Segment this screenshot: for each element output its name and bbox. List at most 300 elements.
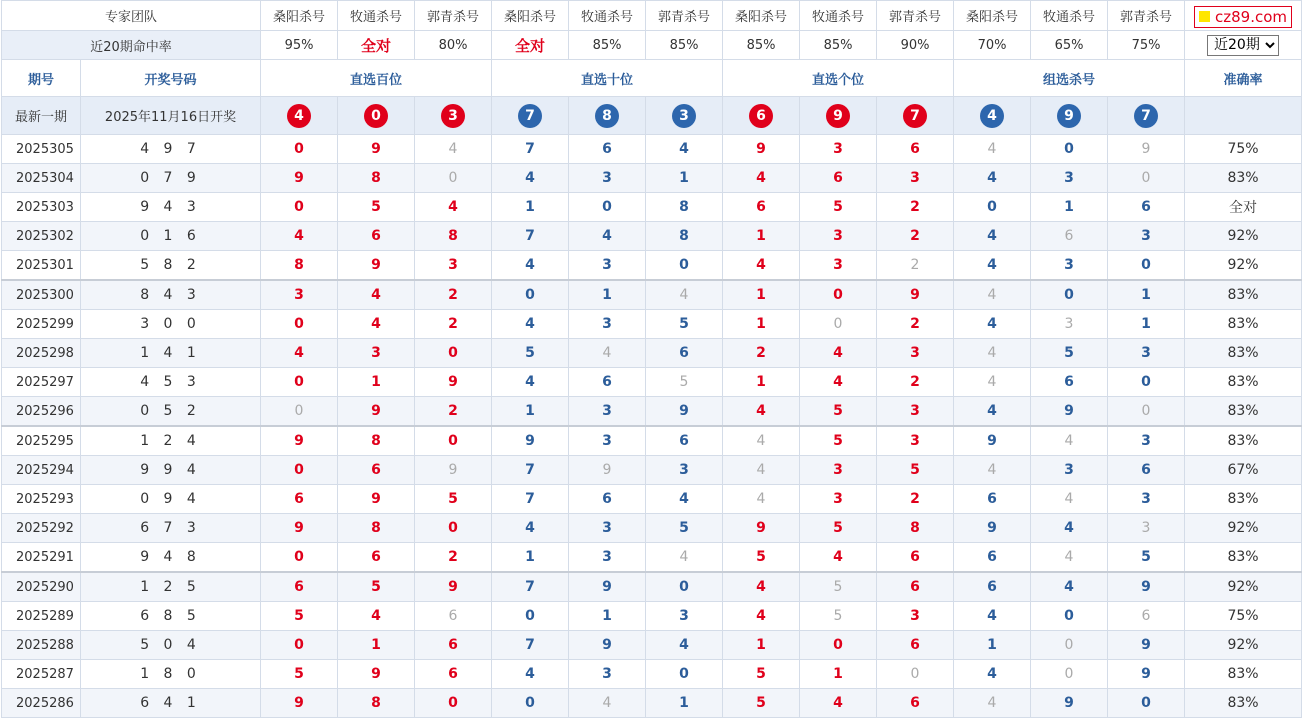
table-row — [2, 426, 1302, 456]
table-row — [2, 193, 1302, 222]
col-group: 组选杀号 — [954, 60, 1185, 97]
kill-value: 4 — [954, 280, 1031, 310]
kill-value: 0 — [1108, 251, 1185, 281]
kill-value: 4 — [954, 660, 1031, 689]
accuracy-value: 83% — [1185, 485, 1302, 514]
kill-value: 4 — [261, 339, 338, 368]
table-row — [2, 514, 1302, 543]
draw-ball: 4 — [980, 104, 1004, 128]
kill-value: 0 — [415, 514, 492, 543]
kill-value: 0 — [492, 280, 569, 310]
kill-value: 0 — [415, 164, 492, 193]
accuracy-value: 92% — [1185, 251, 1302, 281]
latest-ball-cell — [723, 97, 800, 135]
kill-value: 3 — [800, 251, 877, 281]
issue-number: 2025290 — [2, 572, 81, 602]
kill-value: 3 — [569, 310, 646, 339]
issue-number: 2025289 — [2, 602, 81, 631]
draw-ball: 8 — [595, 104, 619, 128]
kill-value: 3 — [261, 280, 338, 310]
kill-value: 3 — [800, 456, 877, 485]
draw-ball: 6 — [749, 104, 773, 128]
kill-value: 4 — [1031, 514, 1108, 543]
kill-value: 4 — [723, 485, 800, 514]
kill-value: 3 — [877, 164, 954, 193]
accuracy-value: 83% — [1185, 164, 1302, 193]
kill-value: 9 — [261, 514, 338, 543]
expert-name: 桑阳杀号 — [492, 1, 569, 31]
col-accuracy: 准确率 — [1185, 60, 1302, 97]
hit-rate-cell: 95% — [261, 31, 338, 60]
latest-ball-cell — [1108, 97, 1185, 135]
kill-value: 6 — [261, 572, 338, 602]
latest-ball-cell — [646, 97, 723, 135]
kill-value: 4 — [723, 572, 800, 602]
kill-value: 7 — [492, 572, 569, 602]
kill-value: 3 — [569, 426, 646, 456]
kill-value: 9 — [569, 631, 646, 660]
kill-value: 6 — [338, 543, 415, 573]
accuracy-value: 全对 — [1185, 193, 1302, 222]
accuracy-value: 75% — [1185, 135, 1302, 164]
kill-value: 5 — [261, 602, 338, 631]
kill-value: 3 — [1031, 310, 1108, 339]
kill-value: 6 — [569, 368, 646, 397]
kill-value: 3 — [646, 602, 723, 631]
col-hundreds: 直选百位 — [261, 60, 492, 97]
kill-value: 9 — [1108, 572, 1185, 602]
draw-number: 6 7 3 — [81, 514, 261, 543]
expert-name: 牧通杀号 — [338, 1, 415, 31]
kill-value: 4 — [1031, 572, 1108, 602]
kill-value: 3 — [1031, 251, 1108, 281]
kill-value: 2 — [415, 543, 492, 573]
kill-value: 1 — [492, 193, 569, 222]
draw-ball: 4 — [287, 104, 311, 128]
kill-value: 1 — [646, 689, 723, 718]
expert-name: 牧通杀号 — [1031, 1, 1108, 31]
col-issue: 期号 — [2, 60, 81, 97]
kill-value: 0 — [800, 280, 877, 310]
kill-value: 0 — [261, 135, 338, 164]
kill-value: 6 — [646, 339, 723, 368]
site-logo[interactable] — [1194, 6, 1292, 28]
kill-value: 0 — [954, 193, 1031, 222]
expert-name: 牧通杀号 — [569, 1, 646, 31]
table-row — [2, 543, 1302, 573]
accuracy-value: 83% — [1185, 339, 1302, 368]
kill-value: 6 — [569, 485, 646, 514]
kill-value: 5 — [1108, 543, 1185, 573]
accuracy-value: 75% — [1185, 602, 1302, 631]
kill-value: 0 — [261, 543, 338, 573]
hit-rate-label: 近20期命中率 — [2, 31, 261, 60]
kill-value: 0 — [1108, 397, 1185, 427]
kill-value: 7 — [492, 222, 569, 251]
issue-number: 2025287 — [2, 660, 81, 689]
issue-number: 2025303 — [2, 193, 81, 222]
kill-value: 6 — [646, 426, 723, 456]
hit-rate-row — [2, 31, 1302, 60]
kill-value: 5 — [723, 660, 800, 689]
kill-value: 9 — [569, 456, 646, 485]
draw-ball: 3 — [441, 104, 465, 128]
latest-ball-cell — [492, 97, 569, 135]
kill-value: 2 — [877, 222, 954, 251]
kill-value: 0 — [492, 689, 569, 718]
kill-value: 4 — [261, 222, 338, 251]
kill-value: 4 — [1031, 426, 1108, 456]
kill-value: 0 — [1031, 660, 1108, 689]
kill-value: 5 — [800, 426, 877, 456]
kill-value: 1 — [1108, 280, 1185, 310]
kill-value: 6 — [723, 193, 800, 222]
kill-number-table — [1, 0, 1302, 718]
kill-value: 0 — [1108, 368, 1185, 397]
kill-value: 2 — [415, 397, 492, 427]
draw-number: 1 8 0 — [81, 660, 261, 689]
kill-value: 0 — [646, 660, 723, 689]
kill-value: 0 — [415, 426, 492, 456]
kill-value: 6 — [877, 689, 954, 718]
hit-rate-cell: 85% — [800, 31, 877, 60]
latest-ball-cell — [1031, 97, 1108, 135]
kill-value: 8 — [338, 514, 415, 543]
kill-value: 9 — [1108, 660, 1185, 689]
expert-row — [2, 1, 1302, 31]
kill-value: 4 — [492, 164, 569, 193]
kill-value: 3 — [1031, 164, 1108, 193]
kill-value: 1 — [492, 397, 569, 427]
expert-name: 郭青杀号 — [877, 1, 954, 31]
issue-number: 2025302 — [2, 222, 81, 251]
draw-number: 6 4 1 — [81, 689, 261, 718]
kill-value: 3 — [338, 339, 415, 368]
kill-value: 3 — [569, 543, 646, 573]
hit-rate-cell: 90% — [877, 31, 954, 60]
kill-value: 7 — [492, 485, 569, 514]
draw-number: 8 4 3 — [81, 280, 261, 310]
accuracy-value: 83% — [1185, 543, 1302, 573]
kill-value: 9 — [415, 368, 492, 397]
hit-rate-cell: 85% — [646, 31, 723, 60]
kill-value: 9 — [338, 485, 415, 514]
kill-value: 0 — [261, 310, 338, 339]
kill-value: 3 — [1108, 485, 1185, 514]
kill-value: 6 — [338, 456, 415, 485]
issue-number: 2025292 — [2, 514, 81, 543]
kill-value: 1 — [800, 660, 877, 689]
kill-value: 0 — [646, 572, 723, 602]
hit-rate-cell: 全对 — [338, 31, 415, 60]
draw-number: 0 7 9 — [81, 164, 261, 193]
logo-square-icon — [1199, 11, 1210, 22]
table-row — [2, 660, 1302, 689]
table-row — [2, 368, 1302, 397]
kill-value: 3 — [1108, 222, 1185, 251]
draw-number: 6 8 5 — [81, 602, 261, 631]
table-row — [2, 689, 1302, 718]
kill-value: 4 — [954, 689, 1031, 718]
kill-value: 6 — [1031, 222, 1108, 251]
col-draw: 开奖号码 — [81, 60, 261, 97]
kill-value: 4 — [492, 514, 569, 543]
kill-value: 1 — [338, 368, 415, 397]
expert-name: 郭青杀号 — [646, 1, 723, 31]
kill-value: 8 — [646, 193, 723, 222]
draw-ball: 7 — [1134, 104, 1158, 128]
accuracy-value: 83% — [1185, 397, 1302, 427]
kill-value: 5 — [338, 572, 415, 602]
draw-number: 3 0 0 — [81, 310, 261, 339]
col-units: 直选个位 — [723, 60, 954, 97]
draw-ball: 3 — [672, 104, 696, 128]
hit-rate-cell: 全对 — [492, 31, 569, 60]
kill-value: 1 — [723, 222, 800, 251]
kill-value: 4 — [646, 543, 723, 573]
kill-value: 1 — [723, 310, 800, 339]
kill-value: 8 — [261, 251, 338, 281]
kill-value: 6 — [1108, 602, 1185, 631]
kill-value: 5 — [415, 485, 492, 514]
issue-number: 2025301 — [2, 251, 81, 281]
kill-value: 0 — [1031, 280, 1108, 310]
kill-value: 3 — [877, 602, 954, 631]
kill-value: 9 — [415, 572, 492, 602]
kill-value: 1 — [723, 280, 800, 310]
kill-value: 5 — [723, 543, 800, 573]
kill-value: 6 — [877, 631, 954, 660]
kill-value: 4 — [415, 193, 492, 222]
kill-value: 4 — [415, 135, 492, 164]
kill-value: 9 — [261, 426, 338, 456]
kill-value: 0 — [1031, 602, 1108, 631]
kill-value: 8 — [338, 164, 415, 193]
kill-value: 0 — [261, 397, 338, 427]
kill-value: 6 — [954, 543, 1031, 573]
table-row — [2, 456, 1302, 485]
kill-value: 2 — [877, 368, 954, 397]
kill-value: 9 — [954, 514, 1031, 543]
kill-value: 0 — [261, 456, 338, 485]
latest-ball-cell — [954, 97, 1031, 135]
accuracy-value: 83% — [1185, 426, 1302, 456]
issue-number: 2025300 — [2, 280, 81, 310]
kill-value: 0 — [261, 631, 338, 660]
kill-value: 5 — [646, 310, 723, 339]
latest-draw-row — [2, 97, 1302, 135]
kill-value: 3 — [1031, 456, 1108, 485]
kill-value: 4 — [954, 251, 1031, 281]
kill-value: 4 — [646, 631, 723, 660]
kill-value: 6 — [800, 164, 877, 193]
kill-value: 0 — [646, 251, 723, 281]
kill-value: 9 — [261, 689, 338, 718]
kill-value: 9 — [338, 135, 415, 164]
draw-ball: 7 — [903, 104, 927, 128]
kill-value: 5 — [877, 456, 954, 485]
kill-value: 4 — [569, 222, 646, 251]
hit-rate-cell: 85% — [723, 31, 800, 60]
issue-number: 2025286 — [2, 689, 81, 718]
kill-value: 4 — [1031, 543, 1108, 573]
kill-value: 4 — [954, 456, 1031, 485]
latest-ball-cell — [800, 97, 877, 135]
kill-value: 3 — [569, 397, 646, 427]
draw-number: 1 2 5 — [81, 572, 261, 602]
kill-value: 8 — [877, 514, 954, 543]
kill-value: 3 — [415, 251, 492, 281]
kill-value: 9 — [261, 164, 338, 193]
kill-value: 0 — [800, 631, 877, 660]
kill-value: 9 — [415, 456, 492, 485]
kill-value: 9 — [723, 135, 800, 164]
kill-value: 8 — [646, 222, 723, 251]
kill-value: 8 — [415, 222, 492, 251]
kill-value: 4 — [646, 135, 723, 164]
kill-value: 0 — [415, 689, 492, 718]
col-tens: 直选十位 — [492, 60, 723, 97]
kill-value: 2 — [877, 310, 954, 339]
kill-value: 4 — [723, 397, 800, 427]
kill-value: 4 — [723, 456, 800, 485]
kill-value: 0 — [1108, 689, 1185, 718]
draw-number: 1 4 1 — [81, 339, 261, 368]
kill-value: 4 — [646, 485, 723, 514]
kill-value: 8 — [338, 689, 415, 718]
draw-number: 9 4 3 — [81, 193, 261, 222]
kill-value: 4 — [338, 280, 415, 310]
kill-value: 4 — [492, 660, 569, 689]
kill-value: 9 — [492, 426, 569, 456]
kill-value: 6 — [569, 135, 646, 164]
kill-value: 4 — [954, 164, 1031, 193]
kill-value: 6 — [954, 485, 1031, 514]
draw-ball: 0 — [364, 104, 388, 128]
latest-empty-cell — [1185, 97, 1302, 135]
kill-value: 3 — [877, 426, 954, 456]
draw-number: 0 5 2 — [81, 397, 261, 427]
kill-value: 3 — [646, 456, 723, 485]
kill-value: 5 — [800, 602, 877, 631]
kill-value: 3 — [569, 514, 646, 543]
kill-value: 1 — [646, 164, 723, 193]
kill-value: 2 — [415, 280, 492, 310]
draw-number: 0 9 4 — [81, 485, 261, 514]
kill-value: 4 — [723, 251, 800, 281]
kill-value: 3 — [800, 135, 877, 164]
kill-value: 9 — [1108, 135, 1185, 164]
kill-value: 4 — [646, 280, 723, 310]
kill-value: 4 — [954, 222, 1031, 251]
logo-text: cz89.com — [1215, 7, 1288, 26]
expert-name: 桑阳杀号 — [723, 1, 800, 31]
kill-value: 3 — [569, 251, 646, 281]
kill-value: 0 — [1108, 164, 1185, 193]
table-row — [2, 310, 1302, 339]
kill-value: 5 — [261, 660, 338, 689]
kill-value: 4 — [338, 310, 415, 339]
hit-rate-cell: 75% — [1108, 31, 1185, 60]
kill-value: 9 — [877, 280, 954, 310]
draw-number: 0 1 6 — [81, 222, 261, 251]
kill-value: 9 — [338, 660, 415, 689]
draw-number: 5 8 2 — [81, 251, 261, 281]
accuracy-value: 83% — [1185, 310, 1302, 339]
kill-value: 9 — [723, 514, 800, 543]
kill-value: 3 — [1108, 514, 1185, 543]
kill-value: 4 — [954, 135, 1031, 164]
issue-number: 2025293 — [2, 485, 81, 514]
kill-value: 7 — [492, 456, 569, 485]
table-row — [2, 572, 1302, 602]
accuracy-value: 83% — [1185, 280, 1302, 310]
kill-value: 4 — [800, 543, 877, 573]
expert-name: 郭青杀号 — [1108, 1, 1185, 31]
kill-value: 0 — [261, 368, 338, 397]
period-select[interactable] — [1207, 35, 1279, 56]
table-row — [2, 485, 1302, 514]
table-row — [2, 631, 1302, 660]
issue-number: 2025297 — [2, 368, 81, 397]
kill-value: 9 — [1031, 689, 1108, 718]
kill-value: 8 — [338, 426, 415, 456]
draw-number: 9 9 4 — [81, 456, 261, 485]
column-header-row — [2, 60, 1302, 97]
issue-number: 2025295 — [2, 426, 81, 456]
kill-value: 4 — [569, 339, 646, 368]
kill-value: 0 — [569, 193, 646, 222]
latest-label: 最新一期 — [2, 97, 81, 135]
accuracy-value: 83% — [1185, 368, 1302, 397]
kill-value: 4 — [800, 368, 877, 397]
kill-value: 5 — [338, 193, 415, 222]
issue-number: 2025298 — [2, 339, 81, 368]
kill-value: 1 — [338, 631, 415, 660]
kill-value: 2 — [415, 310, 492, 339]
accuracy-value: 67% — [1185, 456, 1302, 485]
kill-value: 5 — [723, 689, 800, 718]
period-select-cell — [1185, 31, 1302, 60]
draw-number: 4 5 3 — [81, 368, 261, 397]
kill-value: 5 — [646, 514, 723, 543]
kill-value: 5 — [1031, 339, 1108, 368]
kill-value: 5 — [800, 193, 877, 222]
issue-number: 2025296 — [2, 397, 81, 427]
kill-value: 1 — [954, 631, 1031, 660]
hit-rate-cell: 85% — [569, 31, 646, 60]
kill-value: 4 — [492, 310, 569, 339]
draw-number: 9 4 8 — [81, 543, 261, 573]
kill-value: 5 — [800, 514, 877, 543]
kill-value: 4 — [954, 339, 1031, 368]
expert-name: 桑阳杀号 — [261, 1, 338, 31]
table-row — [2, 164, 1302, 193]
issue-number: 2025299 — [2, 310, 81, 339]
table-row — [2, 222, 1302, 251]
latest-ball-cell — [569, 97, 646, 135]
kill-value: 6 — [877, 543, 954, 573]
draw-ball: 7 — [518, 104, 542, 128]
kill-value: 6 — [338, 222, 415, 251]
kill-value: 4 — [954, 310, 1031, 339]
kill-value: 0 — [261, 193, 338, 222]
kill-value: 5 — [800, 397, 877, 427]
kill-value: 0 — [415, 339, 492, 368]
kill-value: 9 — [338, 397, 415, 427]
kill-value: 0 — [1031, 135, 1108, 164]
draw-ball: 9 — [826, 104, 850, 128]
